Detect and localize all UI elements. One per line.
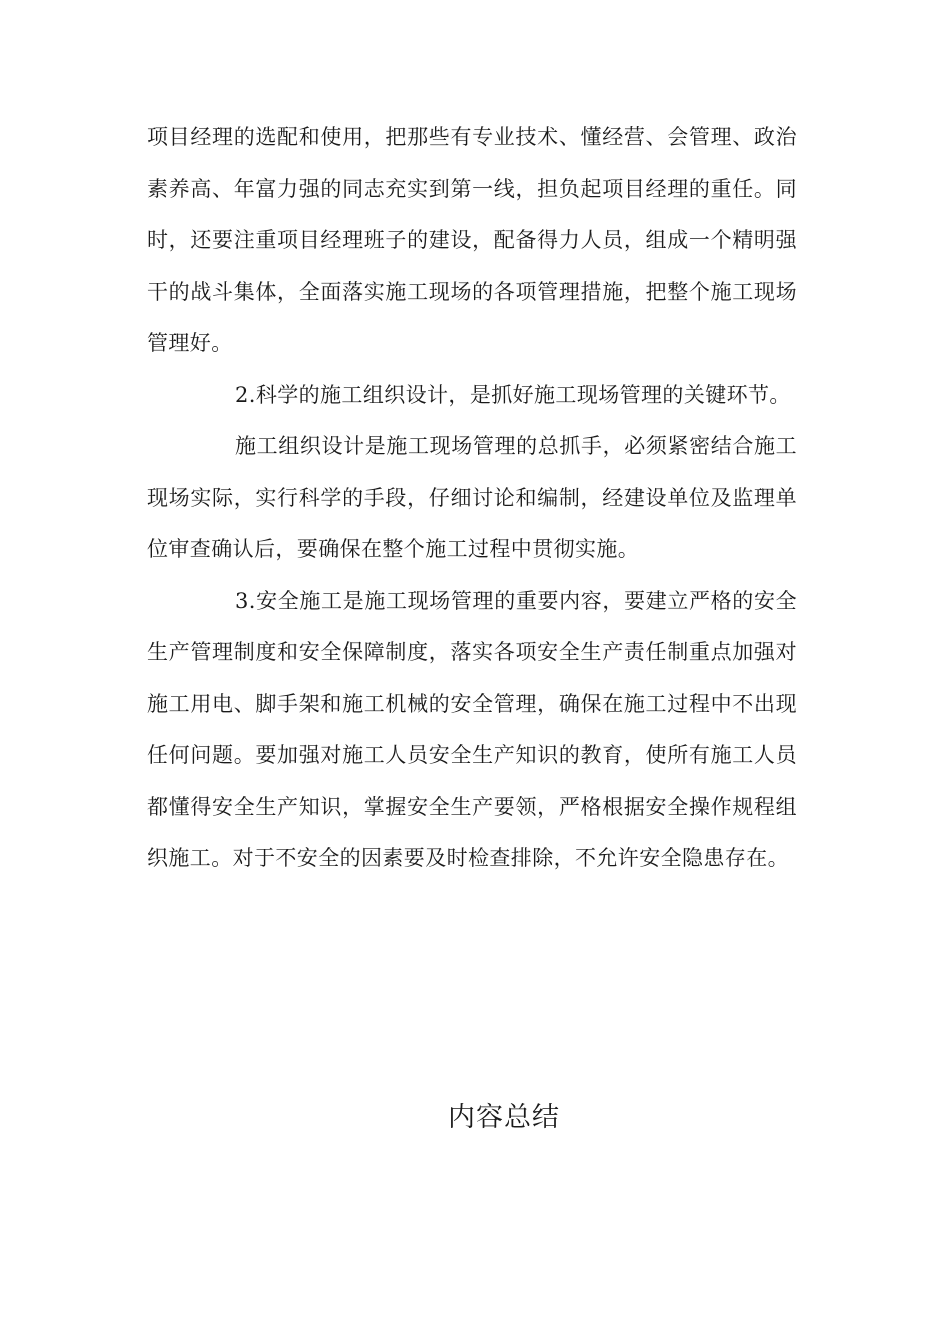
paragraph-safety-construction: 3.安全施工是施工现场管理的重要内容，要建立严格的安全生产管理制度和安全保障制度，落实各项安全生产责任制重点加强对施工用电、脚手架和施工机械的安全管理，确保在施工过程中不出现任何问题。要加强对施工人员安全生产知识的教育，使所有施工人员都懂得安全生产知识，掌握安全生产要领，严格根据安全操作规程组织施工。对于不安全的因素要及时检查排除，不允许安全隐患存在。 — [147, 588, 797, 870]
paragraph-construction-design-heading: 2.科学的施工组织设计，是抓好施工现场管理的关键环节。 — [235, 382, 791, 407]
summary-title: 内容总结 — [448, 1102, 560, 1133]
paragraph-construction-design: 施工组织设计是施工现场管理的总抓手，必须紧密结合施工现场实际，实行科学的手段，仔细讨论和编制，经建设单位及监理单位审查确认后，要确保在整个施工过程中贯彻实施。 — [147, 434, 797, 561]
document-body — [147, 112, 797, 885]
paragraph-project-manager: 项目经理的选配和使用，把那些有专业技术、懂经营、会管理、政治素养高、年富力强的同志充实到第一线，担负起项目经理的重任。同时，还要注重项目经理班子的建设，配备得力人员，组成一个精明强干的战斗集体，全面落实施工现场的各项管理措施，把整个施工现场管理好。 — [147, 125, 797, 355]
